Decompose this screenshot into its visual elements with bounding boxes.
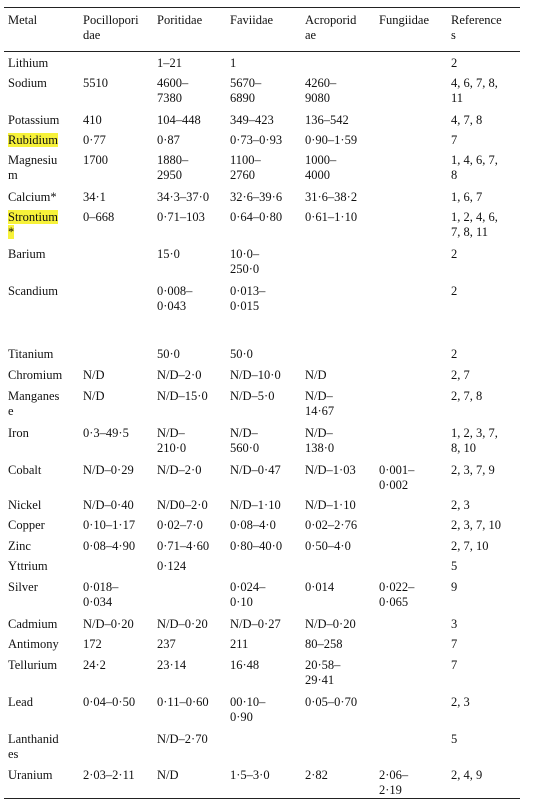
value-cell: 0·04–0·50 [83, 695, 136, 709]
references-cell: 2 [451, 347, 458, 361]
value-cell: 0·024– 0·10 [230, 580, 266, 609]
references-cell: 2, 7, 8 [451, 389, 483, 403]
header-faviidae: Faviidae [230, 13, 274, 27]
table-header-rule [4, 51, 520, 52]
value-cell: N/D0–2·0 [157, 498, 208, 512]
value-cell: 136–542 [305, 113, 349, 127]
references-cell: 2, 3, 7, 10 [451, 518, 501, 532]
references-cell: 4, 7, 8 [451, 113, 483, 127]
value-cell: 1000– 4000 [305, 153, 337, 182]
references-cell: 4, 6, 7, 8, 11 [451, 76, 498, 105]
references-cell: 2, 3, 7, 9 [451, 463, 495, 477]
metal-name-cell: Cadmium [8, 617, 58, 631]
value-cell: N/D–10·0 [230, 368, 281, 382]
value-cell: N/D–1·03 [305, 463, 356, 477]
value-cell: 32·6–39·6 [230, 190, 283, 204]
metal-name-cell: Barium [8, 247, 46, 261]
references-cell: 2, 7, 10 [451, 539, 489, 553]
value-cell: 211 [230, 637, 249, 651]
metal-name-cell: Lanthanid es [8, 732, 59, 761]
value-cell: N/D–0·20 [83, 617, 134, 631]
value-cell: 00·10– 0·90 [230, 695, 266, 724]
value-cell: 172 [83, 637, 102, 651]
value-cell: N/D–15·0 [157, 389, 208, 403]
value-cell: N/D– 14·67 [305, 389, 335, 418]
value-cell: 23·14 [157, 658, 187, 672]
references-cell: 5 [451, 732, 458, 746]
metal-name-cell: Yttrium [8, 559, 48, 573]
metal-name-cell: Copper [8, 518, 45, 532]
value-cell: 0·90–1·59 [305, 133, 358, 147]
value-cell: 0·77 [83, 133, 106, 147]
metal-name-cell: Strontium * [8, 210, 59, 239]
value-cell: 20·58– 29·41 [305, 658, 341, 687]
metal-name-cell: Scandium [8, 284, 58, 298]
table-top-rule [4, 7, 520, 8]
value-cell: 0·02–7·0 [157, 518, 203, 532]
references-cell: 2 [451, 247, 458, 261]
metal-name-cell: Sodium [8, 76, 47, 90]
value-cell: 0·87 [157, 133, 180, 147]
value-cell: 0·018– 0·034 [83, 580, 119, 609]
value-cell: 0·08–4·0 [230, 518, 276, 532]
value-cell: N/D–0·29 [83, 463, 134, 477]
references-cell: 2 [451, 284, 458, 298]
value-cell: 0·124 [157, 559, 187, 573]
value-cell: 4600– 7380 [157, 76, 189, 105]
value-cell: 0·50–4·0 [305, 539, 351, 553]
references-cell: 9 [451, 580, 458, 594]
value-cell: N/D–0·40 [83, 498, 134, 512]
metal-name-cell: Potassium [8, 113, 60, 127]
value-cell: 15·0 [157, 247, 180, 261]
references-cell: 1, 2, 4, 6, 7, 8, 11 [451, 210, 498, 239]
metal-name-cell: Iron [8, 426, 29, 440]
references-cell: 7 [451, 133, 458, 147]
value-cell: N/D [305, 368, 327, 382]
value-cell: 0·71–103 [157, 210, 205, 224]
references-cell: 1, 2, 3, 7, 8, 10 [451, 426, 498, 455]
value-cell: 237 [157, 637, 176, 651]
table-bottom-rule [4, 798, 520, 799]
value-cell: N/D–1·10 [230, 498, 281, 512]
value-cell: 0·02–2·76 [305, 518, 358, 532]
value-cell: N/D–0·20 [157, 617, 208, 631]
value-cell: N/D–0·20 [305, 617, 356, 631]
value-cell: N/D–2·0 [157, 368, 202, 382]
references-cell: 1, 6, 7 [451, 190, 483, 204]
references-cell: 2, 3 [451, 695, 470, 709]
references-cell: 2, 4, 9 [451, 768, 483, 782]
header-references: Reference s [451, 13, 502, 42]
metal-name-cell: Calcium* [8, 190, 57, 204]
value-cell: 1700 [83, 153, 108, 167]
value-cell: 0·11–0·60 [157, 695, 209, 709]
value-cell: N/D–1·10 [305, 498, 356, 512]
references-cell: 2 [451, 56, 458, 70]
metal-name-cell: Lead [8, 695, 33, 709]
references-cell: 7 [451, 637, 458, 651]
value-cell: 1·5–3·0 [230, 768, 270, 782]
metal-name-cell: Tellurium [8, 658, 58, 672]
value-cell: 5670– 6890 [230, 76, 262, 105]
value-cell: 349–423 [230, 113, 274, 127]
value-cell: 2·82 [305, 768, 328, 782]
metal-name-cell: Antimony [8, 637, 59, 651]
value-cell: 0·73–0·93 [230, 133, 283, 147]
header-poritidae: Poritidae [157, 13, 203, 27]
header-pocilloporidae: Pocillopori dae [83, 13, 139, 42]
value-cell: 0·05–0·70 [305, 695, 358, 709]
metal-name-cell: Rubidium [8, 133, 59, 147]
value-cell: 410 [83, 113, 102, 127]
references-cell: 3 [451, 617, 458, 631]
value-cell: 80–258 [305, 637, 343, 651]
value-cell: 0·61–1·10 [305, 210, 358, 224]
value-cell: 0–668 [83, 210, 115, 224]
value-cell: 2·03–2·11 [83, 768, 135, 782]
value-cell: N/D–2·0 [157, 463, 202, 477]
value-cell: 31·6–38·2 [305, 190, 358, 204]
value-cell: 0·013– 0·015 [230, 284, 266, 313]
value-cell: 0·3–49·5 [83, 426, 129, 440]
header-metal: Metal [8, 13, 38, 27]
value-cell: 34·3–37·0 [157, 190, 210, 204]
references-cell: 5 [451, 559, 458, 573]
value-cell: N/D– 138·0 [305, 426, 335, 455]
value-cell: 5510 [83, 76, 108, 90]
value-cell: 0·10–1·17 [83, 518, 136, 532]
references-cell: 2, 7 [451, 368, 470, 382]
header-acroporidae: Acroporid ae [305, 13, 357, 42]
value-cell: 4260– 9080 [305, 76, 337, 105]
value-cell: N/D–5·0 [230, 389, 275, 403]
value-cell: N/D [157, 768, 179, 782]
value-cell: 0·008– 0·043 [157, 284, 193, 313]
value-cell: 1 [230, 56, 237, 70]
value-cell: 50·0 [157, 347, 180, 361]
value-cell: 0·80–40·0 [230, 539, 283, 553]
value-cell: N/D–0·47 [230, 463, 281, 477]
metal-name-cell: Cobalt [8, 463, 42, 477]
metal-name-cell: Lithium [8, 56, 49, 70]
value-cell: 10·0– 250·0 [230, 247, 260, 276]
metal-name-cell: Zinc [8, 539, 31, 553]
metal-name-cell: Chromium [8, 368, 63, 382]
metal-name-cell: Manganes e [8, 389, 60, 418]
value-cell: N/D–0·27 [230, 617, 281, 631]
value-cell: 1–21 [157, 56, 182, 70]
references-cell: 1, 4, 6, 7, 8 [451, 153, 498, 182]
value-cell: 2·06– 2·19 [379, 768, 409, 797]
metal-name-cell: Uranium [8, 768, 53, 782]
value-cell: 104–448 [157, 113, 201, 127]
value-cell: 1100– 2760 [230, 153, 261, 182]
value-cell: 16·48 [230, 658, 260, 672]
value-cell: 0·08–4·90 [83, 539, 136, 553]
value-cell: 0·001– 0·002 [379, 463, 415, 492]
value-cell: 0·014 [305, 580, 335, 594]
metal-name-cell: Silver [8, 580, 38, 594]
value-cell: N/D– 210·0 [157, 426, 187, 455]
metal-name-cell: Nickel [8, 498, 42, 512]
value-cell: 50·0 [230, 347, 253, 361]
value-cell: 0·022– 0·065 [379, 580, 415, 609]
value-cell: 0·71–4·60 [157, 539, 210, 553]
value-cell: 1880– 2950 [157, 153, 189, 182]
value-cell: 24·2 [83, 658, 106, 672]
value-cell: N/D [83, 368, 105, 382]
header-fungiidae: Fungiidae [379, 13, 429, 27]
references-cell: 2, 3 [451, 498, 470, 512]
metal-name-cell: Magnesiu m [8, 153, 58, 182]
value-cell: N/D– 560·0 [230, 426, 260, 455]
value-cell: 0·64–0·80 [230, 210, 283, 224]
value-cell: 34·1 [83, 190, 106, 204]
value-cell: N/D [83, 389, 105, 403]
metal-name-cell: Titanium [8, 347, 54, 361]
value-cell: N/D–2·70 [157, 732, 208, 746]
references-cell: 7 [451, 658, 458, 672]
